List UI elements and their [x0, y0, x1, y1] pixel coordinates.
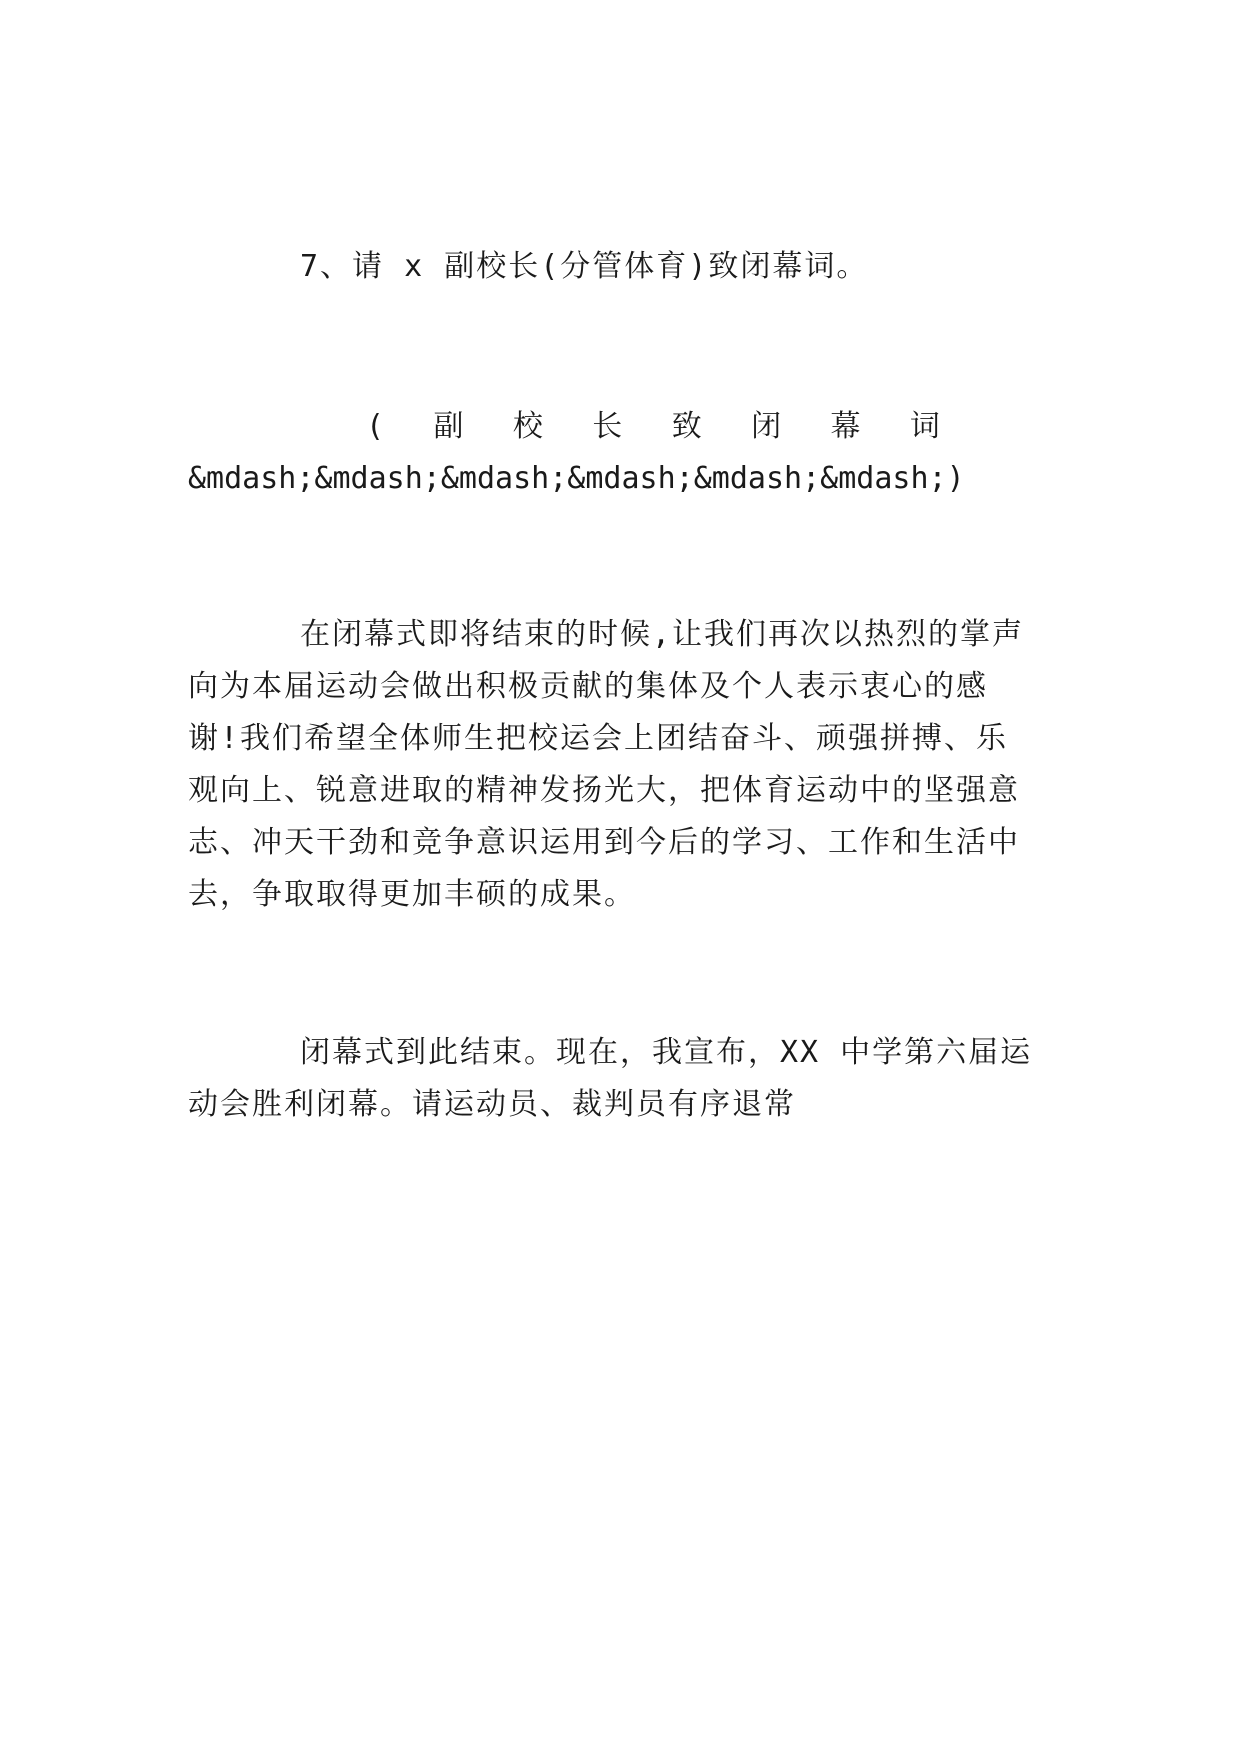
paragraph-2-line-1: 闭幕式到此结束。现在，我宣布，XX 中学第六届运: [300, 1035, 1033, 1070]
paragraph-1-line-2: 向为本届运动会做出积极贡献的集体及个人表示衷心的感: [188, 669, 988, 704]
speech-note-line-2: &mdash;&mdash;&mdash;&mdash;&mdash;&mdash;): [188, 461, 965, 496]
speech-note-char: (: [366, 409, 385, 444]
paragraph-1-line-6: 去，争取取得更加丰硕的成果。: [188, 877, 636, 912]
speech-note-char: 校: [512, 409, 543, 444]
speech-note-line-1: [366, 398, 940, 456]
paragraph-1-line-4: 观向上、锐意进取的精神发扬光大，把体育运动中的坚强意: [188, 773, 1020, 808]
speech-note-char: 闭: [751, 409, 782, 444]
paragraph-1-line-3: 谢!我们希望全体师生把校运会上团结奋斗、顽强拼搏、乐: [188, 721, 1009, 756]
paragraph-1-line-1: 在闭幕式即将结束的时候,让我们再次以热烈的掌声: [300, 617, 1025, 652]
speech-note-char: 幕: [830, 409, 861, 444]
speech-note-char: 副: [433, 409, 464, 444]
paragraph-1-line-5: 志、冲天干劲和竞争意识运用到今后的学习、工作和生活中: [188, 825, 1020, 860]
speech-note-char: 致: [671, 409, 702, 444]
speech-note-char: 词: [909, 409, 940, 444]
paragraph-2-line-2: 动会胜利闭幕。请运动员、裁判员有序退常: [188, 1087, 796, 1122]
speech-note-char: 长: [592, 409, 623, 444]
agenda-item-7: 7、请 x 副校长(分管体育)致闭幕词。: [300, 249, 869, 284]
